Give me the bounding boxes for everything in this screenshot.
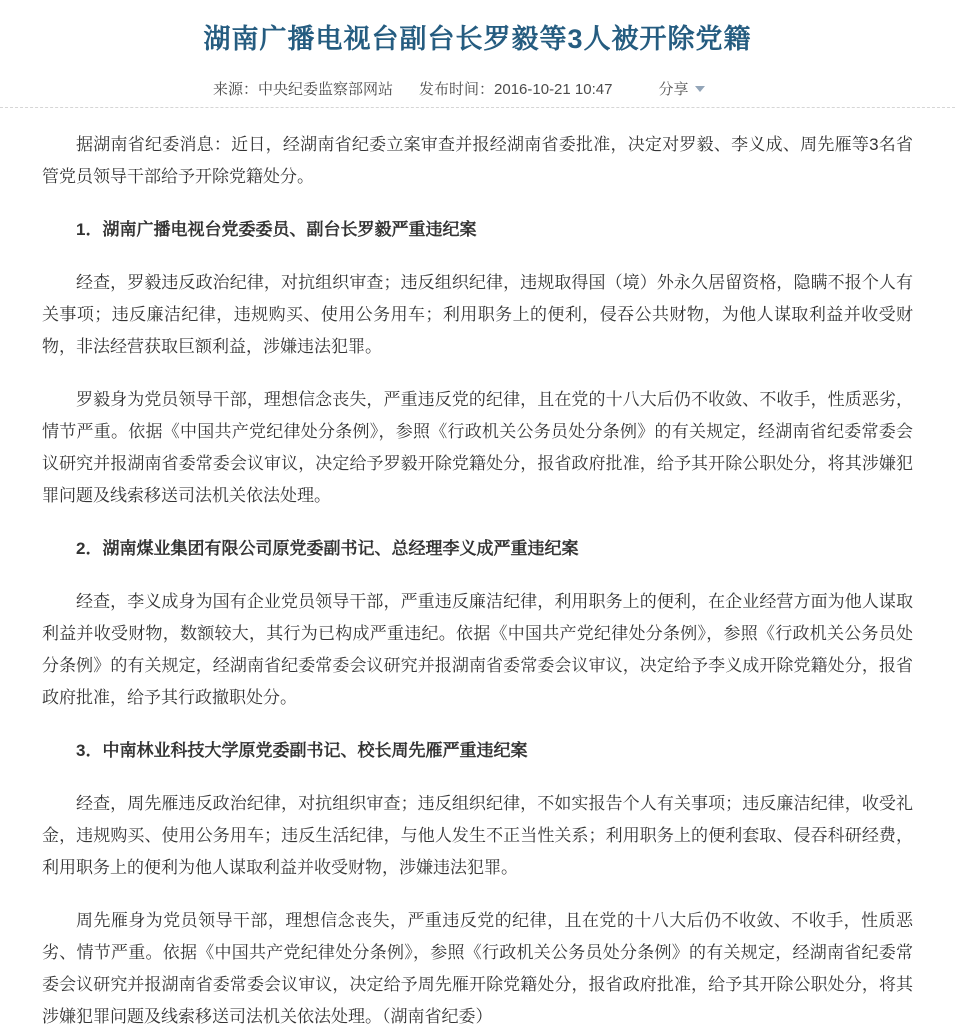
share-label: 分享: [658, 81, 689, 98]
intro-paragraph: 据湖南省纪委消息：近日，经湖南省纪委立案审查并报经湖南省委批准，决定对罗毅、李义成、周先雁等3名省管党员领导干部给予开除党籍处分。: [42, 135, 913, 186]
article-body: [0, 129, 955, 1025]
chevron-down-icon: [695, 86, 705, 92]
section-heading-case-3: 3．中南林业科技大学原党委副书记、校长周先雁严重违纪案: [76, 741, 528, 760]
case-3-paragraph-decision: 周先雁身为党员领导干部，理想信念丧失，严重违反党的纪律，且在党的十八大后仍不收敛、不收手，性质恶劣、情节严重。依据《中国共产党纪律处分条例》，参照《行政机关公务员处分条例》的有关规定，经湖南省纪委常委会议研究并报湖南省委常委会议审议，决定给予周先雁开除党籍处分，报省政府批准，给予其开除公职处分，将其涉嫌犯罪问题及线索移送司法机关依法处理。（湖南省纪委）: [42, 911, 913, 1025]
case-2-paragraph: 经查，李义成身为国有企业党员领导干部，严重违反廉洁纪律，利用职务上的便利，在企业经营方面为他人谋取利益并收受财物，数额较大，其行为已构成严重违纪。依据《中国共产党纪律处分条例》，参照《行政机关公务员处分条例》的有关规定，经湖南省纪委常委会议研究并报湖南省委常委会议审议，决定给予李义成开除党籍处分，报省政府批准，给予其行政撤职处分。: [42, 592, 913, 707]
case-3-paragraph-findings: 经查，周先雁违反政治纪律，对抗组织审查；违反组织纪律，不如实报告个人有关事项；违反廉洁纪律，收受礼金，违规购买、使用公务用车；违反生活纪律，与他人发生不正当性关系；利用职务上的便利套取、侵吞科研经费，利用职务上的便利为他人谋取利益并收受财物，涉嫌违法犯罪。: [42, 794, 913, 877]
source-label: 来源：中央纪委监察部网站: [213, 81, 394, 98]
section-heading-case-1: 1．湖南广播电视台党委委员、副台长罗毅严重违纪案: [76, 220, 477, 239]
article-header: [0, 22, 955, 108]
header-divider: [0, 107, 955, 108]
section-heading-case-2: 2．湖南煤业集团有限公司原党委副书记、总经理李义成严重违纪案: [76, 539, 579, 558]
case-1-paragraph-findings: 经查，罗毅违反政治纪律，对抗组织审查；违反组织纪律，违规取得国（境）外永久居留资格，隐瞒不报个人有关事项；违反廉洁纪律，违规购买、使用公务用车；利用职务上的便利，侵吞公共财物，为他人谋取利益并收受财物，非法经营获取巨额利益，涉嫌违法犯罪。: [42, 273, 913, 356]
publish-time-label: 发布时间：2016-10-21 10:47: [419, 81, 613, 98]
case-1-paragraph-decision: 罗毅身为党员领导干部，理想信念丧失，严重违反党的纪律，且在党的十八大后仍不收敛、不收手，性质恶劣，情节严重。依据《中国共产党纪律处分条例》，参照《行政机关公务员处分条例》的有关规定，经湖南省纪委常委会议研究并报湖南省委常委会议审议，决定给予罗毅开除党籍处分，报省政府批准，给予其开除公职处分，将其涉嫌犯罪问题及线索移送司法机关依法处理。: [42, 390, 913, 505]
share-button[interactable]: [658, 78, 705, 99]
article-meta: [213, 78, 955, 99]
page-title: 湖南广播电视台副台长罗毅等3人被开除党籍: [203, 24, 752, 54]
